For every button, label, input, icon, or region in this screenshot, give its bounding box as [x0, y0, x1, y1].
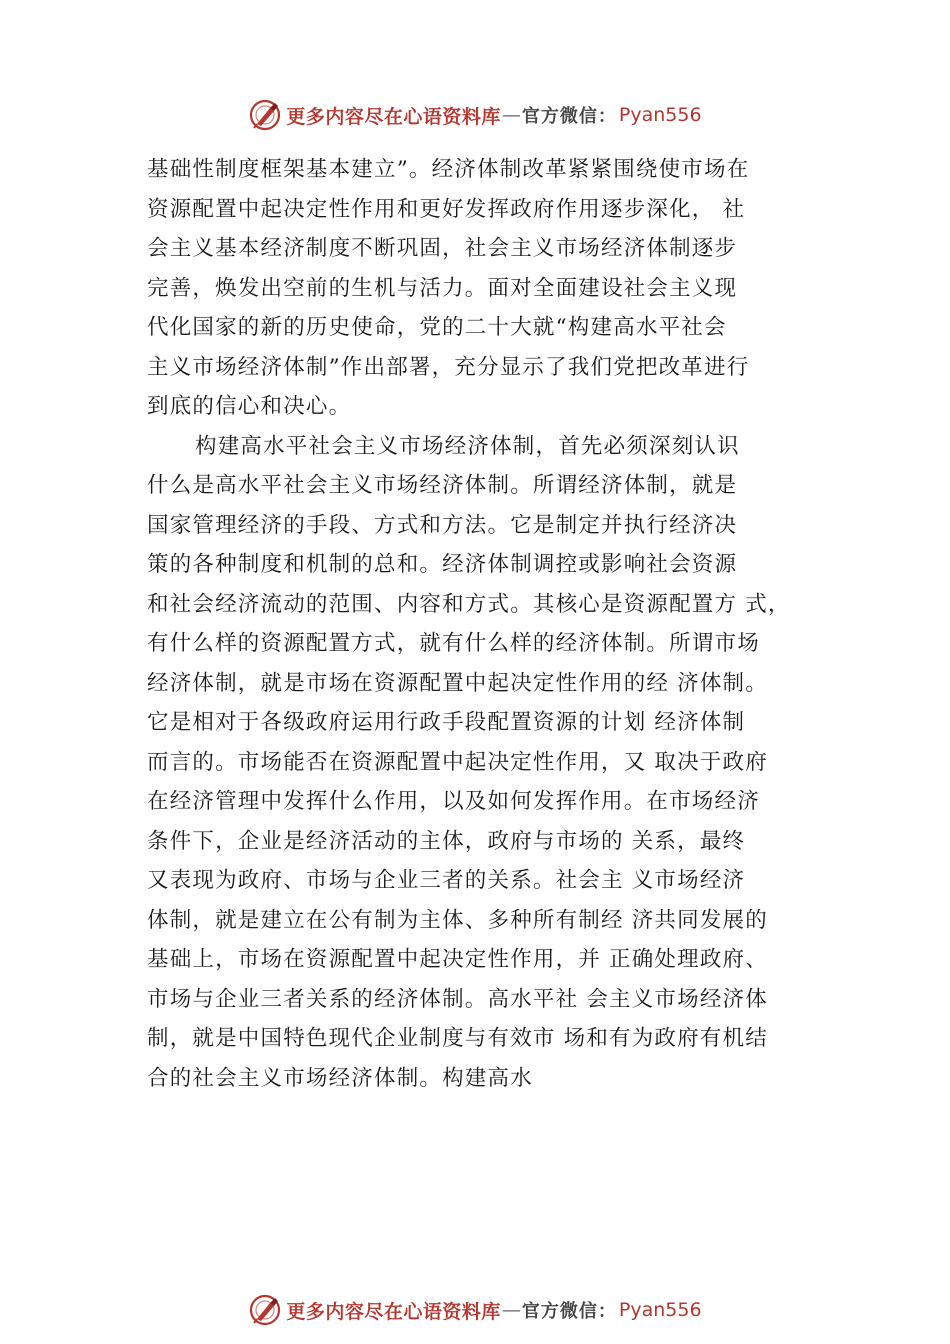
- body-line: 经济体制，就是市场在资源配置中起决定性作用的经 济体制。: [147, 670, 768, 696]
- body-line: 基础上，市场在资源配置中起决定性作用，并 正确处理政府、: [147, 947, 768, 972]
- document-body: [147, 150, 837, 1098]
- body-line: 什么是高水平社会主义市场经济体制。所谓经济体制，就是: [147, 473, 738, 498]
- body-line: 代化国家的新的历史使命，党的二十大就“构建高水平社会: [147, 315, 727, 340]
- pen-nib-icon: [248, 98, 282, 132]
- body-line: 制，就是中国特色现代企业制度与有效市 场和有为政府有机结: [147, 1026, 768, 1051]
- body-line: 基础性制度框架基本建立”。经济体制改革紧紧围绕使市场在: [147, 157, 750, 182]
- body-line: 会主义基本经济制度不断巩固，社会主义市场经济体制逐步: [147, 236, 738, 261]
- body-line: 体制，就是建立在公有制为主体、多种所有制经 济共同发展的: [147, 907, 768, 933]
- header-wechat-id: Pyan556: [618, 104, 702, 126]
- body-line: 市场与企业三者关系的经济体制。高水平社 会主义市场经济体: [147, 986, 768, 1012]
- body-line: 策的各种制度和机制的总和。经济体制调控或影响社会资源: [147, 552, 738, 577]
- footer-wechat-id: Pyan556: [618, 1299, 702, 1321]
- body-line: 和社会经济流动的范围、内容和方式。其核心是资源配置方 式，: [147, 591, 791, 617]
- header-banner: [0, 95, 950, 135]
- body-line: 到底的信心和决心。: [147, 394, 352, 419]
- body-line: 资源配置中起决定性作用和更好发挥政府作用逐步深化， 社: [147, 196, 746, 222]
- header-dash: —: [501, 104, 521, 126]
- body-line: 有什么样的资源配置方式，就有什么样的经济体制。所谓市场: [147, 631, 760, 656]
- body-line: 国家管理经济的手段、方式和方法。它是制定并执行经济决: [147, 512, 738, 538]
- footer-official-label: 官方微信：: [521, 1301, 617, 1322]
- footer-brand-text: 更多内容尽在心语资料库: [286, 1300, 501, 1323]
- header-official-label: 官方微信：: [521, 106, 617, 127]
- footer-banner: [0, 1290, 950, 1330]
- body-line: 它是相对于各级政府运用行政手段配置资源的计划 经济体制: [147, 710, 746, 735]
- pen-nib-icon: [248, 1293, 282, 1327]
- body-line: 在经济管理中发挥什么作用，以及如何发挥作用。在市场经济: [147, 789, 760, 814]
- paragraph-start-line: 构建高水平社会主义市场经济体制，首先必须深刻认识: [195, 433, 740, 459]
- header-brand-text: 更多内容尽在心语资料库: [286, 105, 501, 128]
- body-line: 而言的。市场能否在资源配置中起决定性作用，又 取决于政府: [147, 749, 768, 775]
- footer-dash: —: [501, 1299, 521, 1321]
- body-line: 完善，焕发出空前的生机与活力。面对全面建设社会主义现: [147, 275, 738, 301]
- body-line: 条件下，企业是经济活动的主体，政府与市场的 关系，最终: [147, 828, 746, 854]
- body-line: 主义市场经济体制”作出部署，充分显示了我们党把改革进行: [147, 354, 750, 380]
- body-line: 合的社会主义市场经济体制。构建高水: [147, 1065, 533, 1091]
- body-line: 又表现为政府、市场与企业三者的关系。社会主 义市场经济: [147, 868, 746, 893]
